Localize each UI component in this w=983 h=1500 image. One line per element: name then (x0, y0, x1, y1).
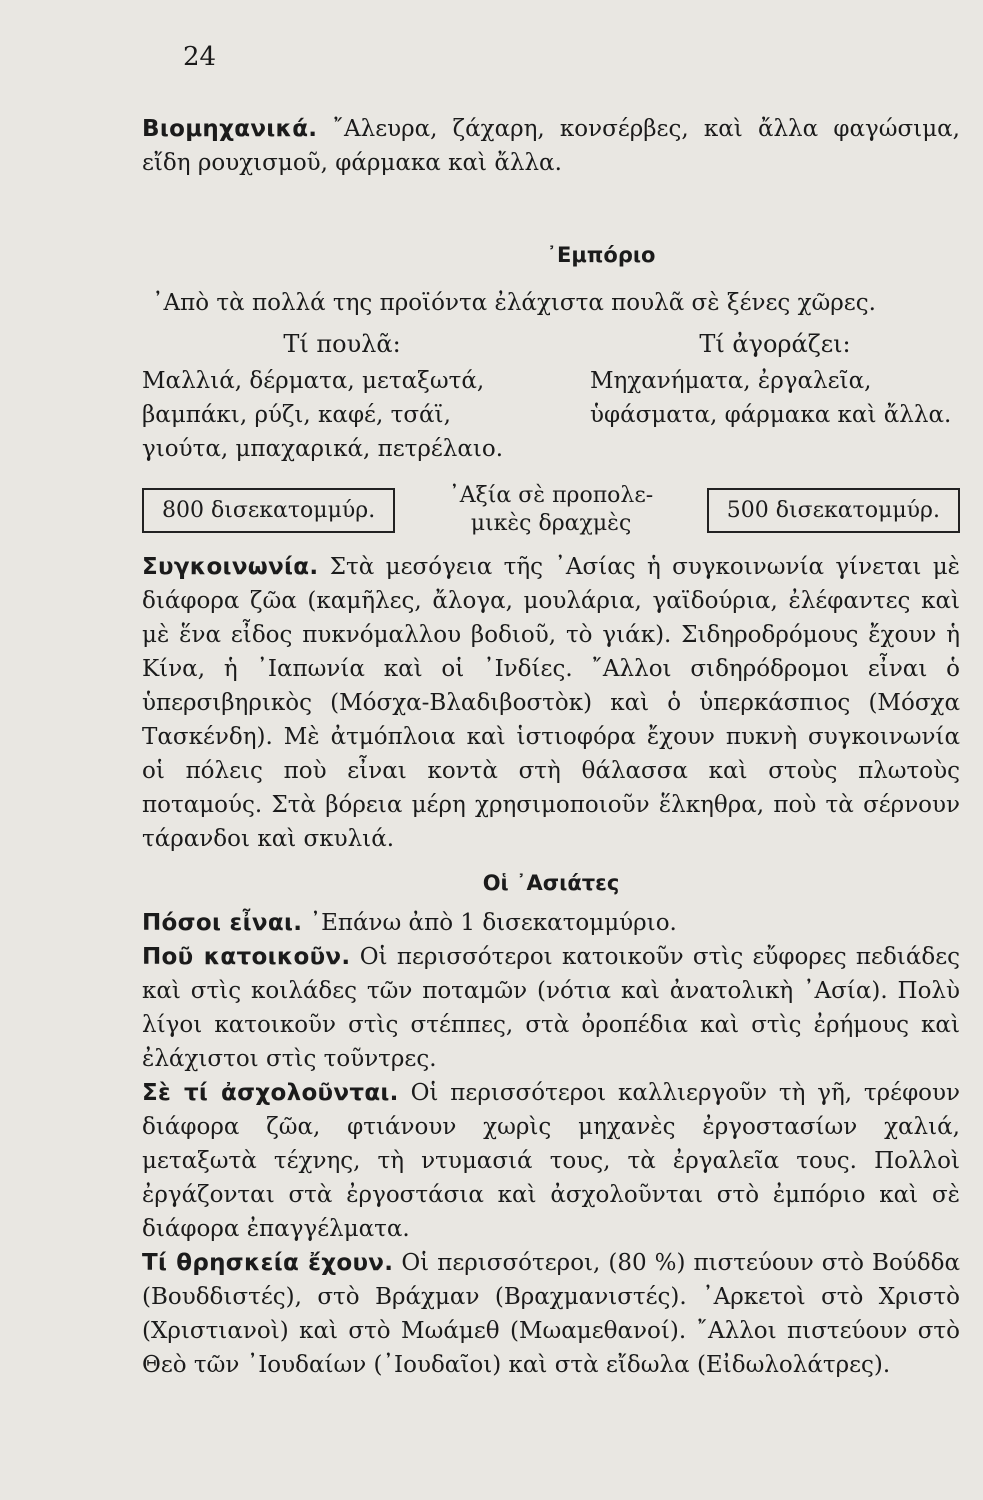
buys-heading: Τί ἀγοράζει: (699, 330, 851, 358)
value-label (449, 482, 653, 538)
sells-column (142, 324, 542, 466)
buys-value-box: 500 δισεκατομμύρ. (707, 488, 960, 533)
sells-text: Μαλλιά, δέρματα, μεταξωτά, βαμπάκι, ρύζι, καφέ, τσάϊ, γιούτα, μπαχαρικά, πετρέλαιο. (142, 368, 504, 462)
count-text: ᾿Επάνω ἀπὸ 1 δισεκατομμύριο. (302, 910, 677, 936)
trade-columns (142, 324, 960, 466)
trade-heading: ᾿Εμπόριο (546, 243, 656, 267)
live-lead: Ποῦ κατοικοῦν. (142, 944, 351, 970)
value-label-line2: μικὲς δραχμὲς (470, 511, 632, 536)
communication-text: Στὰ μεσόγεια τῆς ᾿Ασίας ἡ συγκοινωνία γίνεται μὲ διάφορα ζῶα (καμῆλες, ἄλογα, μουλάρια, γαϊδούρια, ἐλέφαντες καὶ μὲ ἕνα εἶδος πυκνόμαλλου βοδιοῦ, τὸ γιάκ). Σιδηροδρόμους ἔχουν ἡ Κίνα, ἡ ᾿Ιαπωνία καὶ οἱ ᾿Ινδίες. ῎Αλλοι σιδηρόδρομοι εἶναι ὁ ὑπερσιβηρικὸς (Μόσχα-Βλαδιβοστὸκ) καὶ ὁ ὑπερκάσπιος (Μόσχα Τασκένδη). Μὲ ἀτμόπλοια καὶ ἱστιοφόρα ἔχουν πυκνὴ συγκοινωνία οἱ πόλεις ποὺ εἶναι κοντὰ στὴ θάλασσα καὶ στοὺς πλωτοὺς ποταμούς. Στὰ βόρεια μέρη χρησιμοποιοῦν ἕλκηθρα, ποὺ τὰ σέρνουν τάρανδοι καὶ σκυλιά. (142, 554, 960, 852)
industry-lead: Βιομηχανικά. (142, 116, 318, 142)
industry-paragraph (142, 112, 960, 180)
count-lead: Πόσοι εἶναι. (142, 910, 303, 936)
work-paragraph (142, 1076, 960, 1246)
value-label-line1: ᾿Αξία σὲ προπολε- (448, 483, 654, 508)
live-paragraph (142, 940, 960, 1076)
count-paragraph (142, 906, 960, 940)
page-number: 24 (183, 42, 217, 72)
buys-column (590, 324, 960, 466)
trade-values (142, 482, 960, 538)
page-content (142, 112, 960, 1382)
live-text: Οἱ περισσότεροι κατοικοῦν στὶς εὔφορες πεδιάδες καὶ στὶς κοιλάδες τῶν ποταμῶν (νότια καὶ ἀνατολικὴ ᾿Ασία). Πολὺ λίγοι κατοικοῦν στὶς στέππες, στὰ ὀροπέδια καὶ στὶς ἐρήμους καὶ ἐλάχιστοι στὶς τοῦντρες. (142, 944, 960, 1072)
industry-text: ῎Αλευρα, ζάχαρη, κονσέρβες, καὶ ἄλλα φαγώσιμα, εἴδη ρουχισμοῦ, φάρμακα καὶ ἄλλα. (142, 116, 960, 176)
communication-paragraph (142, 550, 960, 856)
work-text: Οἱ περισσότεροι καλλιεργοῦν τὴ γῆ, τρέφουν διάφορα ζῶα, φτιάνουν χωρὶς μηχανὲς ἐργοστασίων χαλιά, μεταξωτὰ τέχνης, τὴ ντυμασιά τους, τὰ ἐργαλεῖα τους. Πολλοὶ ἐργάζονται στὰ ἐργοστάσια καὶ ἀσχολοῦνται στὸ ἐμπόριο καὶ σὲ διάφορα ἐπαγγέλματα. (142, 1080, 960, 1242)
work-lead: Σὲ τί ἀσχολοῦνται. (142, 1080, 399, 1106)
trade-intro: ᾿Απὸ τὰ πολλά της προϊόντα ἐλάχιστα πουλᾶ σὲ ξένες χῶρες. (152, 290, 876, 316)
religion-text: Οἱ περισσότεροι, (80 %) πιστεύουν στὸ Βούδδα (Βουδδιστές), στὸ Βράχμαν (Βραχμανιστές). ᾿Αρκετοὶ στὸ Χριστὸ (Χριστιανοὶ) καὶ στὸ Μωάμεθ (Μωαμεθανοί). ῎Αλλοι πιστεύουν στὸ Θεὸ τῶν ᾿Ιουδαίων (᾿Ιουδαῖοι) καὶ στὰ εἴδωλα (Εἰδωλολάτρες). (142, 1250, 960, 1378)
sells-heading: Τί πουλᾶ: (283, 330, 401, 358)
sells-value-box: 800 δισεκατομμύρ. (142, 488, 395, 533)
communication-lead: Συγκοινωνία. (142, 554, 319, 580)
religion-paragraph (142, 1246, 960, 1382)
asians-heading: Οἱ ᾿Ασιάτες (482, 871, 620, 895)
buys-text: Μηχανήματα, ἐργαλεῖα, ὑφάσματα, φάρμακα καὶ ἄλλα. (590, 368, 952, 428)
religion-lead: Τί θρησκεία ἔχουν. (142, 1250, 394, 1276)
